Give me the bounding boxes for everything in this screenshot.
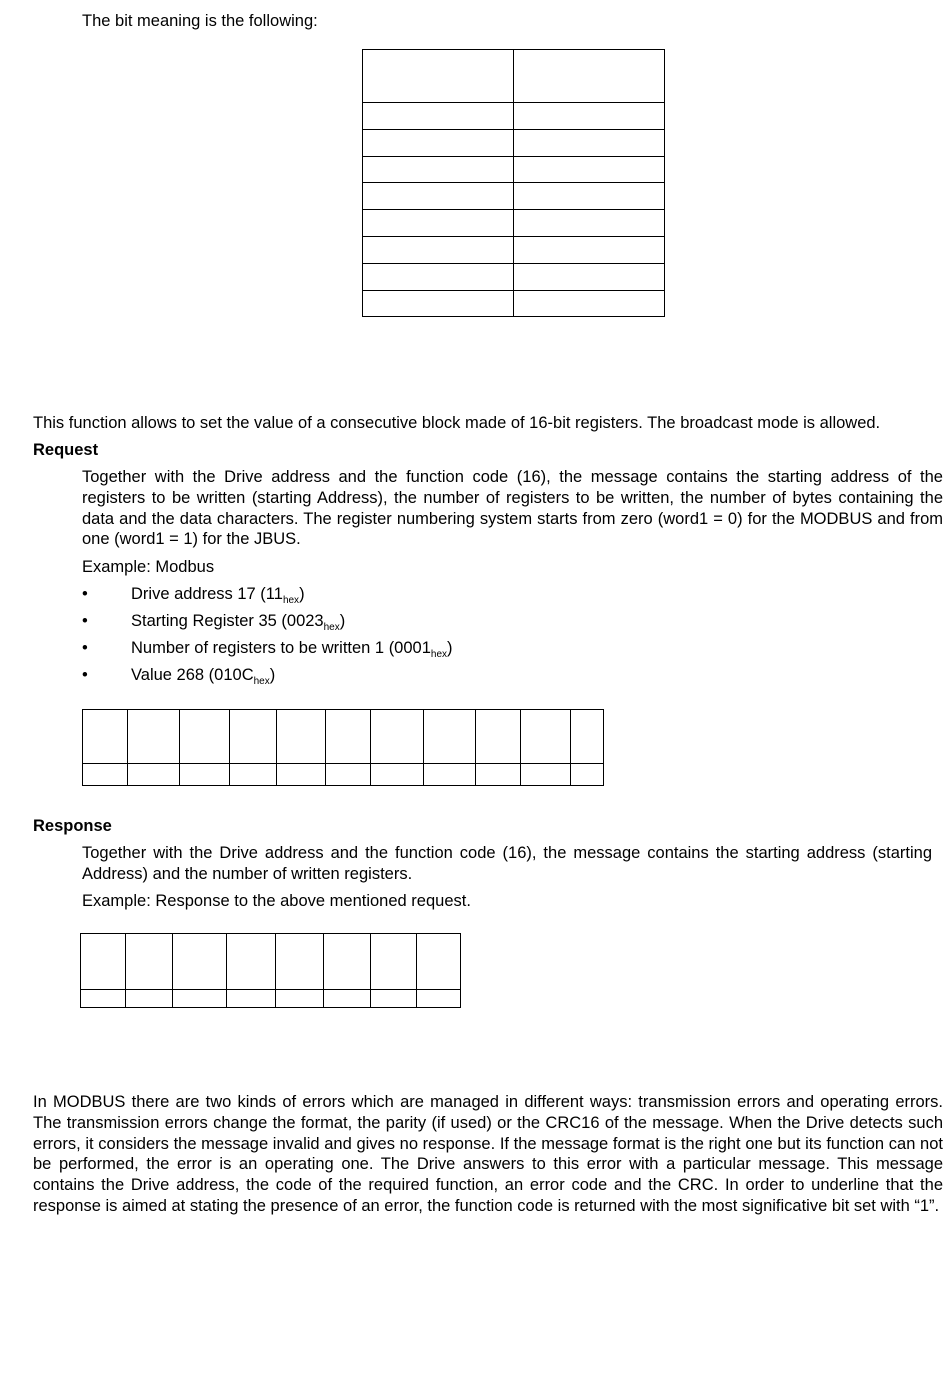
table-cell — [514, 129, 665, 156]
table-cell — [571, 710, 604, 764]
table-cell — [514, 263, 665, 290]
table-cell — [371, 764, 424, 786]
table-cell — [571, 764, 604, 786]
table-row — [81, 990, 461, 1008]
table-cell — [126, 934, 173, 990]
table-cell — [173, 934, 227, 990]
table-cell — [126, 990, 173, 1008]
request-frame-table — [82, 709, 604, 786]
table-cell — [514, 183, 665, 210]
table-cell — [371, 710, 424, 764]
table-cell — [476, 710, 521, 764]
table-cell — [83, 710, 128, 764]
table-cell — [514, 156, 665, 183]
bullet-text — [131, 611, 345, 632]
table-cell — [324, 990, 371, 1008]
bullet-value: Value 268 (010C — [131, 666, 254, 684]
table-cell — [180, 764, 230, 786]
table-cell — [230, 764, 277, 786]
table-cell — [514, 290, 665, 317]
bullet-close: ) — [339, 612, 346, 630]
table-cell — [180, 710, 230, 764]
hex-subscript: hex — [323, 622, 340, 633]
bullet-icon: • — [82, 612, 88, 630]
table-cell — [363, 263, 514, 290]
bullet-value: Starting Register 35 (0023 — [131, 612, 324, 630]
table-cell — [371, 934, 417, 990]
table-cell — [476, 764, 521, 786]
table-row — [83, 764, 604, 786]
bullet-close: ) — [447, 639, 453, 657]
hex-subscript: hex — [253, 676, 270, 687]
table-cell — [324, 934, 371, 990]
bullet-close: ) — [299, 585, 305, 603]
bullet-text — [131, 638, 453, 659]
list-item — [0, 638, 950, 665]
table-cell — [128, 710, 180, 764]
table-cell — [514, 50, 665, 103]
table-cell — [227, 990, 276, 1008]
example-label: Example: Modbus — [82, 558, 215, 576]
table-cell — [128, 764, 180, 786]
table-row — [363, 103, 665, 130]
list-item — [0, 584, 950, 611]
table-row — [363, 50, 665, 103]
response-example-label: Example: Response to the above mentioned request. — [82, 892, 471, 910]
table-cell — [276, 990, 324, 1008]
request-paragraph: Together with the Drive address and the function code (16), the message contains the starting address of the registers to be written (starting Address), the number of registers to be written, the number of bytes containing the data and the data characters. The register numbering system starts from zero (word1 = 0) for the MODBUS and from one (word1 = 1) for the JBUS. — [82, 468, 943, 549]
table-cell — [277, 764, 326, 786]
bullet-icon: • — [82, 585, 88, 603]
function-description: This function allows to set the value of a consecutive block made of 16-bit registers. The broadcast mode is allowed. — [33, 414, 881, 432]
table-cell — [173, 990, 227, 1008]
table-cell — [326, 710, 371, 764]
table-cell — [363, 156, 514, 183]
table-cell — [521, 764, 571, 786]
table-cell — [230, 710, 277, 764]
table-row — [81, 934, 461, 990]
table-row — [363, 263, 665, 290]
table-cell — [363, 210, 514, 237]
table-cell — [363, 236, 514, 263]
table-row — [363, 156, 665, 183]
errors-paragraph: In MODBUS there are two kinds of errors which are managed in different ways: transmission errors and operating errors. The transmission errors change the format, the parity (if used) or the CRC16 of the message. When the Drive detects such errors, it considers the message invalid and gives no response. If the message format is the right one but its function can not be performed, the error is an operating one. The Drive answers to this error with a particular message. This message contains the Drive address, the code of the required function, an error code and the CRC. In order to underline that the response is aimed at stating the presence of an error, the function code is returned with the most significative bit set with “1”. — [33, 1093, 943, 1215]
table-cell — [363, 290, 514, 317]
bullet-value: Drive address 17 (11 — [131, 585, 283, 603]
table-cell — [514, 103, 665, 130]
table-cell — [521, 710, 571, 764]
response-frame-table — [80, 933, 461, 1008]
table-row — [363, 210, 665, 237]
table-cell — [363, 103, 514, 130]
request-heading: Request — [33, 441, 99, 459]
table-cell — [417, 934, 461, 990]
table-cell — [363, 183, 514, 210]
hex-subscript: hex — [282, 595, 300, 606]
table-cell — [514, 210, 665, 237]
table-cell — [371, 990, 417, 1008]
bit-meaning-label: The bit meaning is the following: — [82, 12, 318, 30]
table-cell — [514, 236, 665, 263]
table-row — [363, 129, 665, 156]
table-cell — [326, 764, 371, 786]
table-cell — [417, 990, 461, 1008]
table-cell — [277, 710, 326, 764]
example-bullet-list — [0, 584, 950, 694]
bullet-close: ) — [269, 666, 276, 684]
table-cell — [83, 764, 128, 786]
hex-subscript: hex — [430, 649, 448, 660]
bullet-icon: • — [82, 639, 88, 657]
list-item — [0, 611, 950, 638]
table-row — [363, 290, 665, 317]
table-cell — [363, 129, 514, 156]
table-cell — [227, 934, 276, 990]
table-cell — [81, 990, 126, 1008]
table-cell — [276, 934, 324, 990]
list-item — [0, 665, 950, 692]
table-row — [363, 236, 665, 263]
bullet-text — [131, 584, 305, 605]
bullet-value: Number of registers to be written 1 (0001 — [131, 639, 431, 657]
bullet-icon: • — [82, 666, 88, 684]
table-cell — [363, 50, 514, 103]
table-cell — [81, 934, 126, 990]
response-heading: Response — [33, 817, 112, 835]
table-row — [363, 183, 665, 210]
table-row — [83, 710, 604, 764]
bullet-text — [131, 665, 275, 686]
bit-meaning-table — [362, 49, 665, 317]
table-cell — [424, 710, 476, 764]
table-cell — [424, 764, 476, 786]
response-paragraph: Together with the Drive address and the function code (16), the message contains the starting address (starting Address) and the number of written registers. — [82, 844, 932, 883]
